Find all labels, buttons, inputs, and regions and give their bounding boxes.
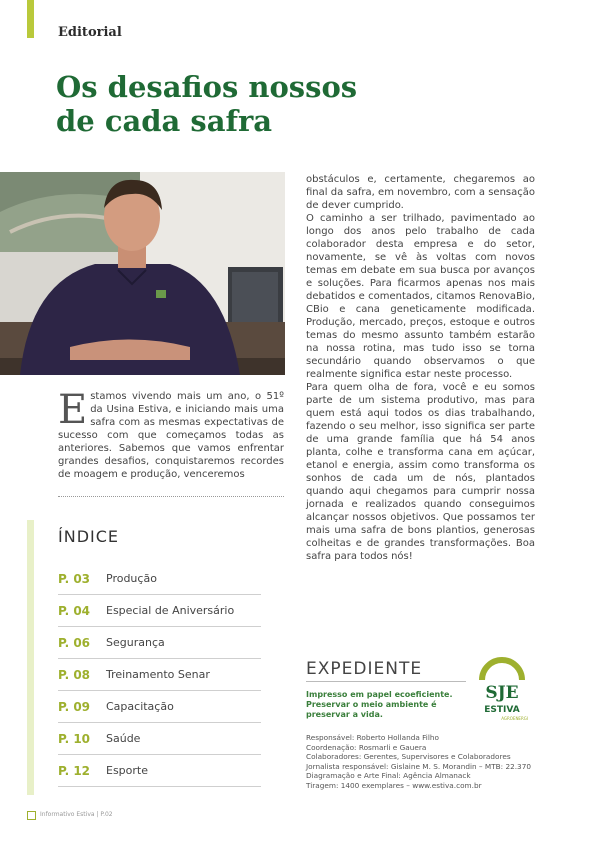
- portrait-illustration: [0, 172, 285, 375]
- eco-paper-note: Impresso em papel ecoeficiente. Preservar o meio ambiente é preservar a vida.: [306, 690, 453, 719]
- drop-cap: E: [58, 387, 88, 433]
- index-name: Produção: [106, 572, 157, 585]
- index-title: ÍNDICE: [58, 527, 120, 546]
- index-item[interactable]: [58, 595, 261, 627]
- index-item[interactable]: [58, 691, 261, 723]
- index-page: P. 04: [58, 603, 91, 618]
- page-title: Os desafios nossos de cada safra: [56, 70, 358, 138]
- index-name: Especial de Aniversário: [106, 604, 235, 617]
- credit-line: Coordenação: Rosmarli e Gauera: [306, 742, 427, 752]
- credit-line: Jornalista responsável: Gislaine M. S. Morandin – MTB: 22.370: [306, 761, 531, 771]
- credits-block: [306, 733, 546, 791]
- dotted-divider: [58, 496, 284, 497]
- estiva-logo-icon: [476, 654, 528, 722]
- index-name: Esporte: [106, 764, 148, 777]
- index-item[interactable]: [58, 755, 261, 787]
- index-page: P. 10: [58, 731, 91, 746]
- paragraph: O caminho a ser trilhado, pavimentado ao longo dos anos pelo trabalho de cada colaborador desta empresa e do setor, novamente, se vê às voltas com novos temas em debate em sua busca por avanços e soluções. Para ficarmos apenas nos mais debatidos e comentados, citamos RenovaBio, CBio e cana geneticamente modificada. Produção, mercado, preços, estoque e outros temas do mesmo assunto também estarão na nossa rotina, mas tudo isso se torna secundário quando observamos o que realmente significa estar neste processo.: [306, 213, 535, 380]
- expediente-title: EXPEDIENTE: [306, 659, 423, 679]
- index-name: Segurança: [106, 636, 165, 649]
- index-list: [58, 563, 261, 787]
- estiva-logo: [476, 654, 528, 722]
- logo-sub: AGROENERGIA: [501, 716, 528, 721]
- editorial-photo: [0, 172, 285, 375]
- intro-text: stamos vivendo mais um ano, o 51º da Usina Estiva, e iniciando mais uma safra com as mesmas expectativas de sucesso com que começamos todas as anteriores. Sabemos que vamos enfrentar grandes desafios, conquistaremos recordes de moagem e produção, venceremos: [58, 391, 284, 480]
- expediente-divider: [306, 681, 466, 682]
- index-accent-bar: [27, 520, 34, 795]
- logo-letters: SJE: [485, 683, 519, 703]
- top-accent-bar: [27, 0, 34, 38]
- index-page: P. 06: [58, 635, 91, 650]
- credit-line: Responsável: Roberto Hollanda Filho: [306, 733, 439, 742]
- footer-text: Informativo Estiva | P.02: [40, 811, 113, 818]
- index-name: Treinamento Senar: [106, 668, 210, 681]
- index-item[interactable]: [58, 723, 261, 755]
- intro-column: [58, 387, 284, 481]
- credit-line: Diagramação e Arte Final: Agência Almanack: [306, 771, 471, 781]
- index-page: P. 12: [58, 763, 91, 778]
- index-item[interactable]: [58, 659, 261, 691]
- index-name: Capacitação: [106, 700, 174, 713]
- index-page: P. 03: [58, 571, 91, 586]
- footer-marker: [27, 811, 36, 820]
- index-item[interactable]: [58, 627, 261, 659]
- paragraph: obstáculos e, certamente, chegaremos ao final da safra, em novembro, com a sensação de dever cumprido.: [306, 174, 535, 211]
- index-name: Saúde: [106, 732, 141, 745]
- section-label: Editorial: [58, 25, 122, 40]
- body-column-right: [306, 173, 535, 563]
- index-item[interactable]: [58, 563, 261, 595]
- index-page: P. 08: [58, 667, 91, 682]
- paragraph: Para quem olha de fora, você e eu somos parte de um sistema produtivo, mas para quem está aqui todos os dias trabalhando, fazendo o seu melhor, isso significa ser parte de uma grande família que há 54 anos planta, colhe e transforma cana em açúcar, etanol e energia, assim como transforma os sonhos de cada um de nós, plantados quando aqui chegamos para cumprir nossa jornada e realizados quando conseguimos alcançar nossos objetivos. Que possamos ter mais uma safra de bons plantios, generosas colheitas e de grandes transformações. Boa safra para todos nós!: [306, 382, 535, 562]
- logo-name: ESTIVA: [484, 705, 520, 715]
- credit-line: Colaboradores: Gerentes, Supervisores e Colaboradores: [306, 752, 511, 762]
- credit-line: Tiragem: 1400 exemplares – www.estiva.com.br: [306, 780, 482, 790]
- index-page: P. 09: [58, 699, 91, 714]
